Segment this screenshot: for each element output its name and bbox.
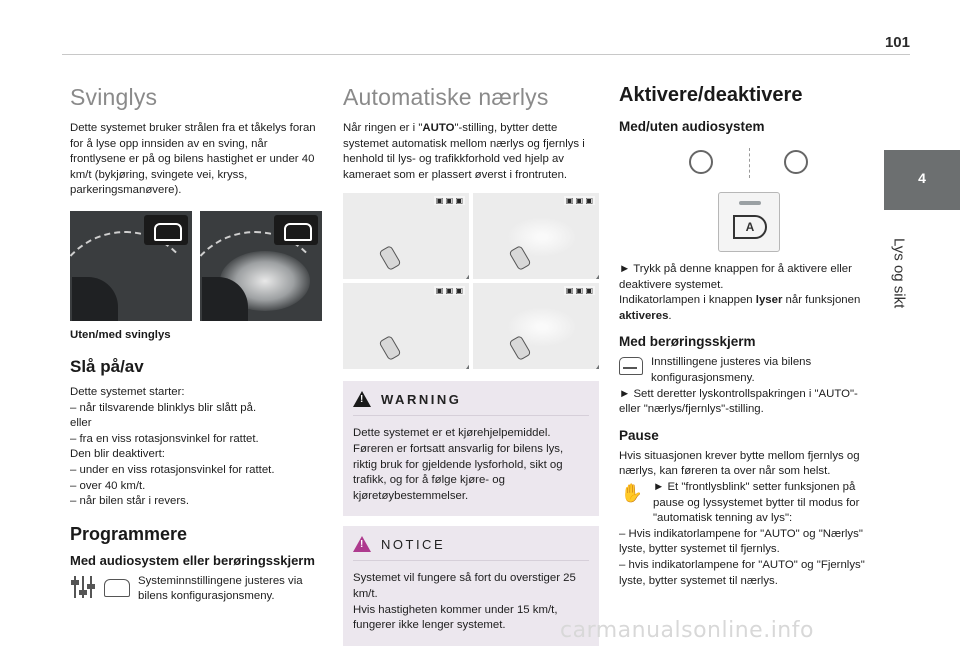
- car-lights-icon: [144, 215, 188, 245]
- svinglys-intro: Dette systemet bruker strålen fra et tåkelys foran for å lyse opp innsiden av en sving, når frontlysene er på og bilens hastighet er under 40 km/t (bykjøring, svingete vei, kryss, parkeringsmanøvere).: [70, 122, 316, 197]
- settings-icons: [70, 574, 130, 602]
- page-number: 101: [884, 34, 910, 51]
- touchscreen-text: Innstillingene justeres via bilens konfigurasjonsmeny.: [651, 356, 812, 384]
- pause-step-row: [619, 480, 879, 527]
- subheading-pause: Pause: [619, 427, 659, 443]
- indicator-text: Indikatorlampen i knappen lyser når funksjonen aktiveres.: [619, 294, 861, 322]
- touchscreen-row: [619, 355, 879, 386]
- list-item: – når tilsvarende blinklys blir slått på.: [70, 401, 257, 414]
- diagram-4: [473, 283, 599, 369]
- chapter-title: Lys og sikt: [890, 238, 908, 309]
- section-title-svinglys: Svinglys: [70, 84, 158, 110]
- pause-step: ► Et "frontlysblink" setter funksjonen på pause og lyssystemet bytter til modus for "automatisk tenning av lys":: [653, 480, 860, 525]
- diagram-3: [343, 283, 469, 369]
- warning-icon: !: [353, 391, 371, 407]
- diagram-1: [343, 193, 469, 279]
- pause-intro: Hvis situasjonen krever bytte mellom fjernlys og nærlys, kan føreren ta over når som helst.: [619, 449, 860, 478]
- heading-programming: Programmere: [70, 523, 188, 544]
- programming-text: Systeminnstillingene justeres via bilens konfigurasjonsmeny.: [138, 574, 303, 603]
- section-title-activate: Aktivere/deaktivere: [619, 84, 803, 106]
- press-button-text: ► Trykk på denne knappen for å aktivere eller deaktivere systemet.: [619, 263, 852, 291]
- steering-wheel-left-icon: [669, 148, 735, 178]
- on-off-list: [70, 385, 322, 510]
- illustration-with-cornering-light: [200, 211, 322, 321]
- lamp-indicator-icon: ▣ ▣ ▣: [565, 196, 593, 206]
- heading-on-off: Slå på/av: [70, 356, 144, 376]
- chapter-tab[interactable]: [884, 150, 960, 210]
- headlamp-flash-icon: ✋: [620, 482, 644, 503]
- list-item: Den blir deaktivert:: [70, 448, 165, 461]
- list-item: eller: [70, 417, 92, 430]
- car-settings-icon: [619, 357, 643, 375]
- auto-dipped-intro: Når ringen er i "AUTO"-stilling, bytter dette systemet automatisk mellom nærlys og fjernlys i henhold til lys- og trafikkforhold ved hjelp av kameraet som er plassert øverst i frontruten.: [343, 122, 585, 181]
- list-item: – når bilen står i revers.: [70, 495, 190, 508]
- pause-line: – hvis indikatorlampene for "AUTO" og "Fjernlys" lyste, bytter systemet til nærlys.: [619, 558, 865, 587]
- list-item: – under en viss rotasjonsvinkel for rattet.: [70, 463, 275, 476]
- lamp-indicator-icon: ▣ ▣ ▣: [435, 196, 463, 206]
- auto-headlamp-icon: A: [733, 215, 767, 239]
- subheading-touchscreen: Med berøringsskjerm: [619, 334, 756, 350]
- pause-line: – Hvis indikatorlampene for "AUTO" og "Nærlys" lyste, bytter systemet til fjernlys.: [619, 527, 863, 556]
- sliders-icon: [70, 574, 98, 602]
- header-divider: [62, 54, 910, 55]
- indicator-lamp: [739, 201, 761, 205]
- notice-line: Systemet vil fungere så fort du overstiger 25 km/t.: [353, 572, 576, 600]
- diagram-2: [473, 193, 599, 279]
- list-item: – over 40 km/t.: [70, 479, 146, 492]
- subheading-programming: Med audiosystem eller berøringsskjerm: [70, 552, 315, 568]
- car-settings-icon: [104, 579, 130, 597]
- warning-box: [343, 381, 599, 516]
- column-cornering-lights: [70, 84, 322, 605]
- steering-illustrations: [619, 148, 879, 178]
- subheading-audio: Med/uten audiosystem: [619, 119, 765, 134]
- illustration-without-cornering-light: [70, 211, 192, 321]
- notice-line: Hvis hastigheten kommer under 15 km/t, fungerer ikke lenger systemet.: [353, 603, 558, 632]
- warning-title: WARNING: [381, 391, 462, 407]
- car-lights-icon: [274, 215, 318, 245]
- column-activate: [619, 84, 879, 589]
- programming-row: [70, 574, 322, 605]
- list-item: Dette systemet starter:: [70, 385, 185, 398]
- auto-high-beam-diagrams: [343, 193, 599, 369]
- column-auto-high-beam: [343, 84, 599, 646]
- notice-icon: !: [353, 536, 371, 552]
- auto-high-beam-button-icon: [718, 192, 780, 252]
- section-title-auto-dipped: Automatiske nærlys: [343, 84, 549, 110]
- lamp-indicator-icon: ▣ ▣ ▣: [565, 286, 593, 296]
- watermark: carmanualsonline.info: [560, 618, 814, 643]
- lamp-indicator-icon: ▣ ▣ ▣: [435, 286, 463, 296]
- chapter-number: 4: [918, 170, 926, 186]
- steering-wheel-right-icon: [764, 148, 830, 178]
- touchscreen-step: ► Sett deretter lyskontrollspakringen i "AUTO"- eller "nærlys/fjernlys"-stilling.: [619, 387, 858, 416]
- list-item: – fra en viss rotasjonsvinkel for rattet.: [70, 432, 259, 445]
- warning-text: Dette systemet er et kjørehjelpemiddel. Føreren er fortsatt ansvarlig for bilens lys, riktig bruk for gjeldende lysforhold, sikt og trafikk, og for å følge kjøre- og kjøretøybestemmelser.: [353, 427, 564, 502]
- illustration-caption: Uten/med svinglys: [70, 328, 171, 341]
- notice-title: NOTICE: [381, 536, 446, 552]
- cornering-light-illustrations: [70, 211, 322, 321]
